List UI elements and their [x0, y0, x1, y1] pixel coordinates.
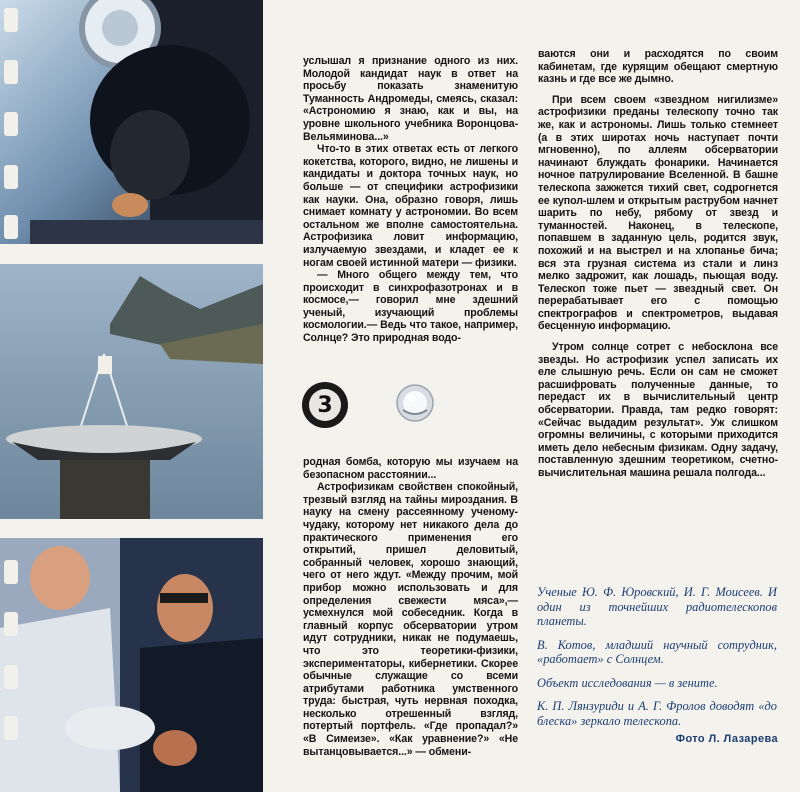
section-number-badge: [302, 382, 348, 428]
photo-captions: [537, 585, 777, 737]
caption: Объект исследования — в зените.: [537, 675, 718, 690]
paragraph: Что-то в этих ответах есть от легкого кокетства, которого, видно, не лишены и кандидаты и доктора точных наук, но больше — от специфики астрофизики как науки. Она, образно говоря, лишь снимает комнату у астрономии. Во всем остальном же вполне самостоятельна. Астрофизика ловит информацию, излучаемую звездами, и кладет ее к ногам своей истинной матери — физики.: [303, 143, 518, 269]
paragraph: — Много общего между тем, что происходит в синхрофазотронах и в космосе,— говорил мне здешний ученый, изучающий проблемы космологии.— Ведь что такое, например, Солнце? Это природная водо-: [303, 269, 518, 345]
paragraph: Астрофизикам свойствен спокойный, трезвый взгляд на тайны мироздания. В науку на смену рассеянному ученому-чудаку, которому нет никакого дела до практического применения его открытий, пришел деловитый, собранный человек, хорошо знающий, чего от него ждут. «Между прочим, мой прибор можно использовать и для определения свежести мяса»,— усмехнулся мой собеседник. Когда в главный корпус обсерватории утром идут сотрудники, никак не подумаешь, что это теоретики-физики, экспериментаторы, кибернетики. Скорее обычные служащие со всеми атрибутами работника умственного труда: быстрая, чуть нервная походка, несколько отрешенный взгляд, потертый портфель. «Где пропадал?» «В Симеизе». «Как уравнение?» «Не вытанцовывается...» — обмени-: [303, 481, 518, 758]
perforation: [4, 8, 18, 32]
photo-radio-telescope-image: [0, 264, 263, 519]
section-number: 3: [309, 389, 341, 421]
photo-telescope-observer-image: [0, 0, 263, 244]
caption: К. П. Лянзуриди и А. Г. Фролов доводят «до блеска» зеркало телескопа.: [537, 699, 777, 728]
perforation: [4, 612, 18, 636]
photo-scientists-mirror: [0, 538, 263, 792]
photo-credit: Фото Л. Лазарева: [675, 733, 778, 745]
photo-telescope-observer: [0, 0, 263, 244]
paragraph: При всем своем «звездном нигилизме» астрофизики преданы телескопу точно так же, как и астрономы. Лишь только стемнеет (а в этих широтах ночь наступает почти мгновенно), по аллеям обсерватории начинают блуждать фонарики. Начинается ночное патрулирование Вселенной. В башне телескопа зажжется тихий свет, содрогнется ее купол-шлем и открытым раструбом начнет шарить по небу, рябому от звезд и туманностей. Наконец, в телескопе, попавшем в заданную цель, родится звук, похожий и на выстрел и на хлопанье бича; вся эта грузная система из стали и линз мелко задрожит, как лошадь, пьющая воду. Телескоп тоже пьет — звездный свет. Он перерабатывает его с помощью спектрографов и спектрометров, выдавая бесценную информацию.: [538, 93, 778, 333]
article-column-1: [303, 55, 518, 345]
perforation: [4, 165, 18, 189]
perforation: [4, 665, 18, 689]
caption: Ученые Ю. Ф. Юровский, И. Г. Моисеев. И один из точнейших радиотелескопов планеты.: [537, 585, 777, 628]
article-column-1-continued: [303, 456, 518, 758]
paragraph: Утром солнце сотрет с небосклона все звезды. Но астрофизик успел записать их еле слышную речь. Если он сам не сможет расшифровать полученные данные, то передаст их в вычислительный центр обсерватории. Правда, там редко говорят: «Сейчас выдадим результат». Уж слишком огромны величины, с которыми приходится иметь дело небесным физикам. Одну задачу, поставленную здешним теоретиком, счетно-вычислительная машина решала полгода...: [538, 341, 778, 479]
paragraph: услышал я признание одного из них. Молодой кандидат наук в ответ на просьбу показать знаменитую Туманность Андромеды, смеясь, сказал: «Астрономию я знаю, как и вы, на уровне школьного учебника Воронцова-Вельяминова...»: [303, 55, 518, 143]
perforation: [4, 560, 18, 584]
film-perforations: [0, 0, 24, 792]
paragraph: родная бомба, которую мы изучаем на безопасном расстоянии...: [303, 456, 518, 481]
article-column-2: [538, 48, 778, 480]
perforation: [4, 60, 18, 84]
photo-radio-telescope: [0, 264, 263, 519]
perforation: [4, 716, 18, 740]
paragraph: ваются они и расходятся по своим кабинетам, где курящим обещают смертную казнь и где все же дымно.: [538, 48, 778, 86]
lens-icon: [396, 384, 434, 422]
caption: В. Котов, младший научный сотрудник, «работает» с Солнцем.: [537, 637, 777, 666]
perforation: [4, 215, 18, 239]
perforation: [4, 112, 18, 136]
photo-scientists-mirror-image: [0, 538, 263, 792]
